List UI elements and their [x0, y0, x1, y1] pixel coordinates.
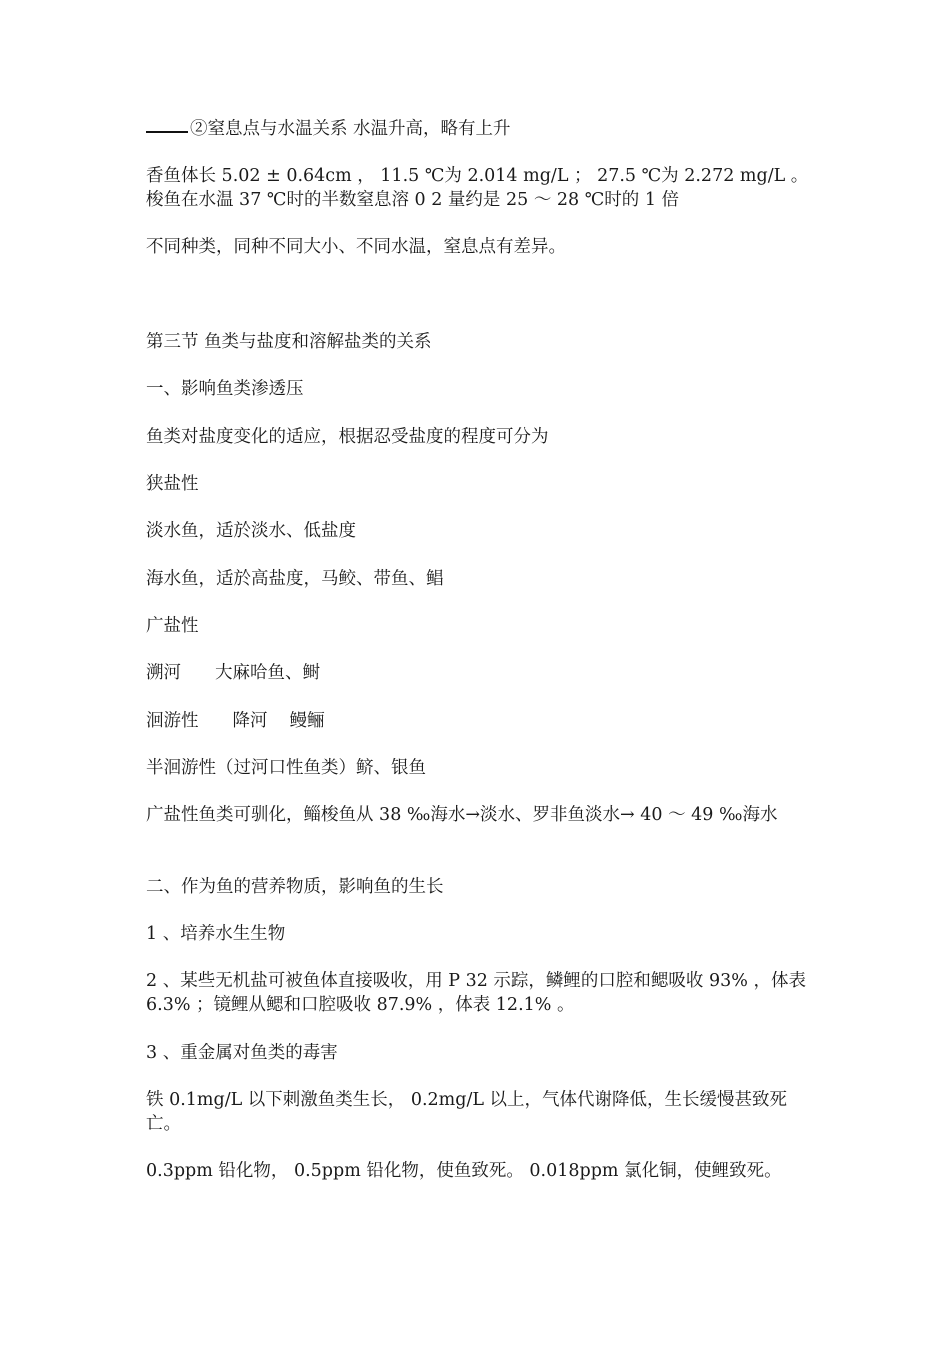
list-item-3: 3 、重金属对鱼类的毒害 — [146, 1043, 338, 1063]
wide-salinity-label: 广盐性 — [146, 616, 199, 636]
section-title: 第三节 鱼类与盐度和溶解盐类的关系 — [146, 332, 432, 352]
migratory-label: 洄游性 — [146, 711, 199, 731]
paragraph-adaptation: 鱼类对盐度变化的适应，根据忍受盐度的程度可分为 — [146, 427, 549, 447]
anadromous-label: 溯河 — [146, 663, 181, 683]
list-item-1: 1 、培养水生生物 — [146, 924, 286, 944]
catadromous-label: 降河 — [232, 711, 268, 731]
paragraph-iron: 铁 0.1mg/L 以下刺激鱼类生长， 0.2mg/L 以上，气体代谢降低，生长缓慢甚致死亡。 — [146, 1090, 788, 1134]
heading-line — [146, 117, 814, 141]
paragraph-domestication: 广盐性鱼类可驯化，鲻梭鱼从 38 ‰海水→淡水、罗非鱼淡水→ 40 ～ 49 ‰海水 — [146, 805, 778, 825]
subsection-1-title: 一、影响鱼类渗透压 — [146, 379, 304, 399]
seawater-fish-line: 海水鱼，适於高盐度，马鲛、带鱼、鲳 — [146, 569, 444, 589]
narrow-salinity-label: 狭盐性 — [146, 474, 199, 494]
catadromous-species: 鳗鲡 — [289, 711, 325, 731]
paragraph-xiangyu: 香鱼体长 5.02 ± 0.64cm ， 11.5 ℃为 2.014 mg/L ； 27.5 ℃为 2.272 mg/L 。 梭鱼在水温 37 ℃时的半数窒息溶 0 2 量约是 25 ～ 28 ℃时的 1 倍 — [146, 166, 809, 210]
list-item-2: 2 、某些无机盐可被鱼体直接吸收，用 P 32 示踪，鳞鲤的口腔和鳃吸收 93% ，体表 6.3% ；镜鲤从鳃和口腔吸收 87.9% ，体表 12.1% 。 — [146, 971, 806, 1015]
paragraph-lead: 0.3ppm 铅化物， 0.5ppm 铅化物，使鱼致死。 0.018ppm 氯化铜，使鲤致死。 — [146, 1161, 782, 1181]
heading-text: ②窒息点与水温关系 水温升高，略有上升 — [190, 119, 511, 139]
anadromous-line — [146, 661, 814, 685]
semi-migratory-line: 半洄游性（过河口性鱼类）鲚、银鱼 — [146, 758, 426, 778]
anadromous-species: 大麻哈鱼、鲥 — [215, 663, 320, 683]
dash-rule — [146, 131, 188, 133]
subsection-2-title: 二、作为鱼的营养物质，影响鱼的生长 — [146, 877, 444, 897]
freshwater-fish-line: 淡水鱼，适於淡水、低盐度 — [146, 521, 356, 541]
paragraph-difference: 不同种类，同种不同大小、不同水温，窒息点有差异。 — [146, 237, 566, 257]
migratory-line — [146, 709, 814, 733]
